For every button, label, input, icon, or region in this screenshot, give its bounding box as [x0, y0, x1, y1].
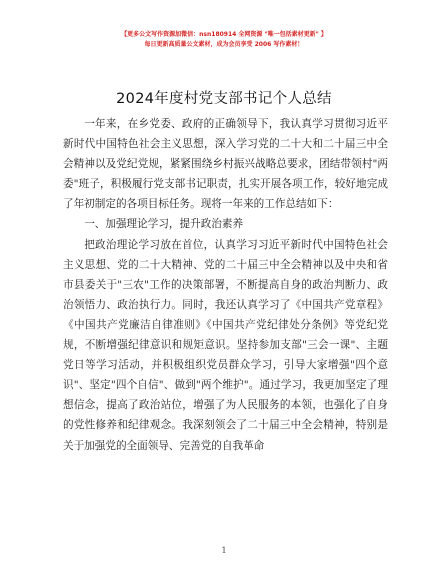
section-heading: 一、加强理论学习，提升政治素养 — [84, 218, 244, 231]
promo-banner-line2: 每日更新高质量公文素材，成为会员享受 2006 写作素材！ — [144, 41, 304, 48]
document-body — [63, 114, 388, 456]
promo-banner-line1: 【更多公文写作资源加微信：nsn180914 全网资源 "唯一包括素材更新" 】 — [121, 31, 327, 38]
page-number: 1 — [221, 546, 227, 555]
paragraph-intro: 一年来，在乡党委、政府的正确领导下，我认真学习贯彻习近平新时代中国特色社会主义思想，深入学习党的二十大和二十届三中全会精神以及党纪党规，紧紧围绕乡村振兴战略总要求，团结带领村"两委"班子，积极履行党支部书记职责，扎实开展各项工作，较好地完成了年初制定的各项目标任务。现将一年来的工作总结如下： — [63, 118, 388, 211]
paragraph-section-1: 把政治理论学习放在首位，认真学习习近平新时代中国特色社会主义思想、党的二十大精神、党的二十届三中全会精神以及中央和省市县委关于"三农"工作的决策部署，不断提高自身的政治判断力、政治领悟力、政治执行力。同时，我还认真学习了《中国共产党章程》《中国共产党廉洁自律准则》《中国共产党纪律处分条例》等党纪党规，不断增强纪律意识和规矩意识。坚持参加支部"三会一课"、主题党日等学习活动，并积极组织党员群众学习，引导大家增强"四个意识"、坚定"四个自信"、做到"两个维护"。通过学习，我更加坚定了理想信念，提高了政治站位，增强了为人民服务的本领，也强化了自身的党性修养和纪律观念。我深刻领会了二十届三中全会精神，特别是关于加强党的全面领导、完善党的自我革命 — [63, 238, 388, 452]
document-title: 2024年度村党支部书记个人总结 — [116, 91, 332, 107]
promo-banner — [0, 30, 448, 49]
